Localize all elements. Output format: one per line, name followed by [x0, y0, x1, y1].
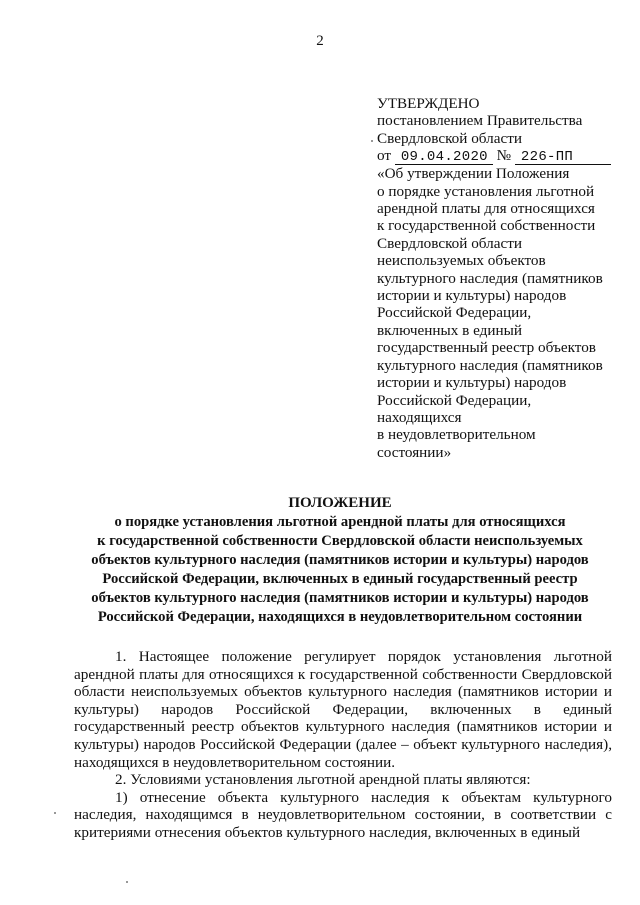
- approval-line: Свердловской области: [377, 129, 522, 147]
- reference-line: Свердловской области: [377, 234, 522, 252]
- paragraph-3: 1) отнесение объекта культурного наследия к объектам культурного наследия, находящимся в неудовлетворительном состоянии, в соответствии с критериями отнесения объектов культурного наследия, включенных в единый: [74, 788, 612, 841]
- reference-line: включенных в единый: [377, 321, 522, 339]
- reference-line: культурного наследия (памятников: [377, 269, 603, 287]
- paragraph-2: 2. Условиями установления льготной арендной платы являются:: [115, 771, 531, 789]
- approval-date-line: [377, 147, 627, 165]
- paragraph-1: 1. Настоящее положение регулирует порядок установления льготной арендной платы для относящихся к государственной собственности Свердловской области неиспользуемых объектов культурного наследия (памятников истории и культуры) народов Российской Федерации, включенных в единый государственный реестр объектов культурного наследия (памятников истории и культуры) народов Российской Федерации (далее – объект культурного наследия), находящихся в неудовлетворительном состоянии.: [74, 648, 612, 771]
- approval-line: постановлением Правительства: [377, 112, 583, 130]
- reference-line: в неудовлетворительном: [377, 426, 536, 444]
- document-body: [74, 648, 612, 842]
- heading-line: о порядке установления льготной арендной платы для относящихся: [114, 514, 566, 530]
- number-prefix: №: [496, 147, 512, 165]
- reference-line: государственный реестр объектов: [377, 339, 596, 357]
- reference-line: находящихся: [377, 408, 462, 426]
- document-title: ПОЛОЖЕНИЕ: [288, 495, 392, 511]
- heading-line: Российской Федерации, включенных в единый государственный реестр: [102, 571, 578, 587]
- reference-line: культурного наследия (памятников: [377, 356, 603, 374]
- document-heading: [40, 494, 640, 627]
- reference-line: к государственной собственности: [377, 217, 596, 235]
- scan-speck: [371, 140, 373, 142]
- date-prefix: от: [377, 147, 392, 165]
- reference-line: состоянии»: [377, 443, 452, 461]
- approval-title: УТВЕРЖДЕНО: [377, 95, 480, 112]
- approval-reference: [377, 165, 627, 461]
- heading-line: объектов культурного наследия (памятников истории и культуры) народов: [91, 590, 589, 606]
- reference-line: Российской Федерации,: [377, 391, 532, 409]
- heading-line: к государственной собственности Свердловской области неиспользуемых: [97, 533, 583, 549]
- approval-date: 09.04.2020: [395, 150, 493, 165]
- reference-line: истории и культуры) народов: [377, 287, 567, 305]
- approval-number: 226-ПП: [515, 150, 611, 165]
- heading-line: объектов культурного наследия (памятников истории и культуры) народов: [91, 552, 589, 568]
- reference-line: «Об утверждении Положения: [377, 165, 570, 183]
- reference-line: неиспользуемых объектов: [377, 252, 546, 270]
- scan-speck: [54, 812, 56, 814]
- reference-line: арендной платы для относящихся: [377, 200, 595, 218]
- reference-line: о порядке установления льготной: [377, 182, 595, 200]
- reference-line: Российской Федерации,: [377, 304, 532, 322]
- approval-stamp: [377, 95, 627, 461]
- document-subtitle: [40, 513, 640, 627]
- page-number: 2: [316, 33, 324, 49]
- scan-speck: [126, 881, 128, 883]
- reference-line: истории и культуры) народов: [377, 374, 567, 392]
- heading-line: Российской Федерации, находящихся в неудовлетворительном состоянии: [97, 609, 583, 625]
